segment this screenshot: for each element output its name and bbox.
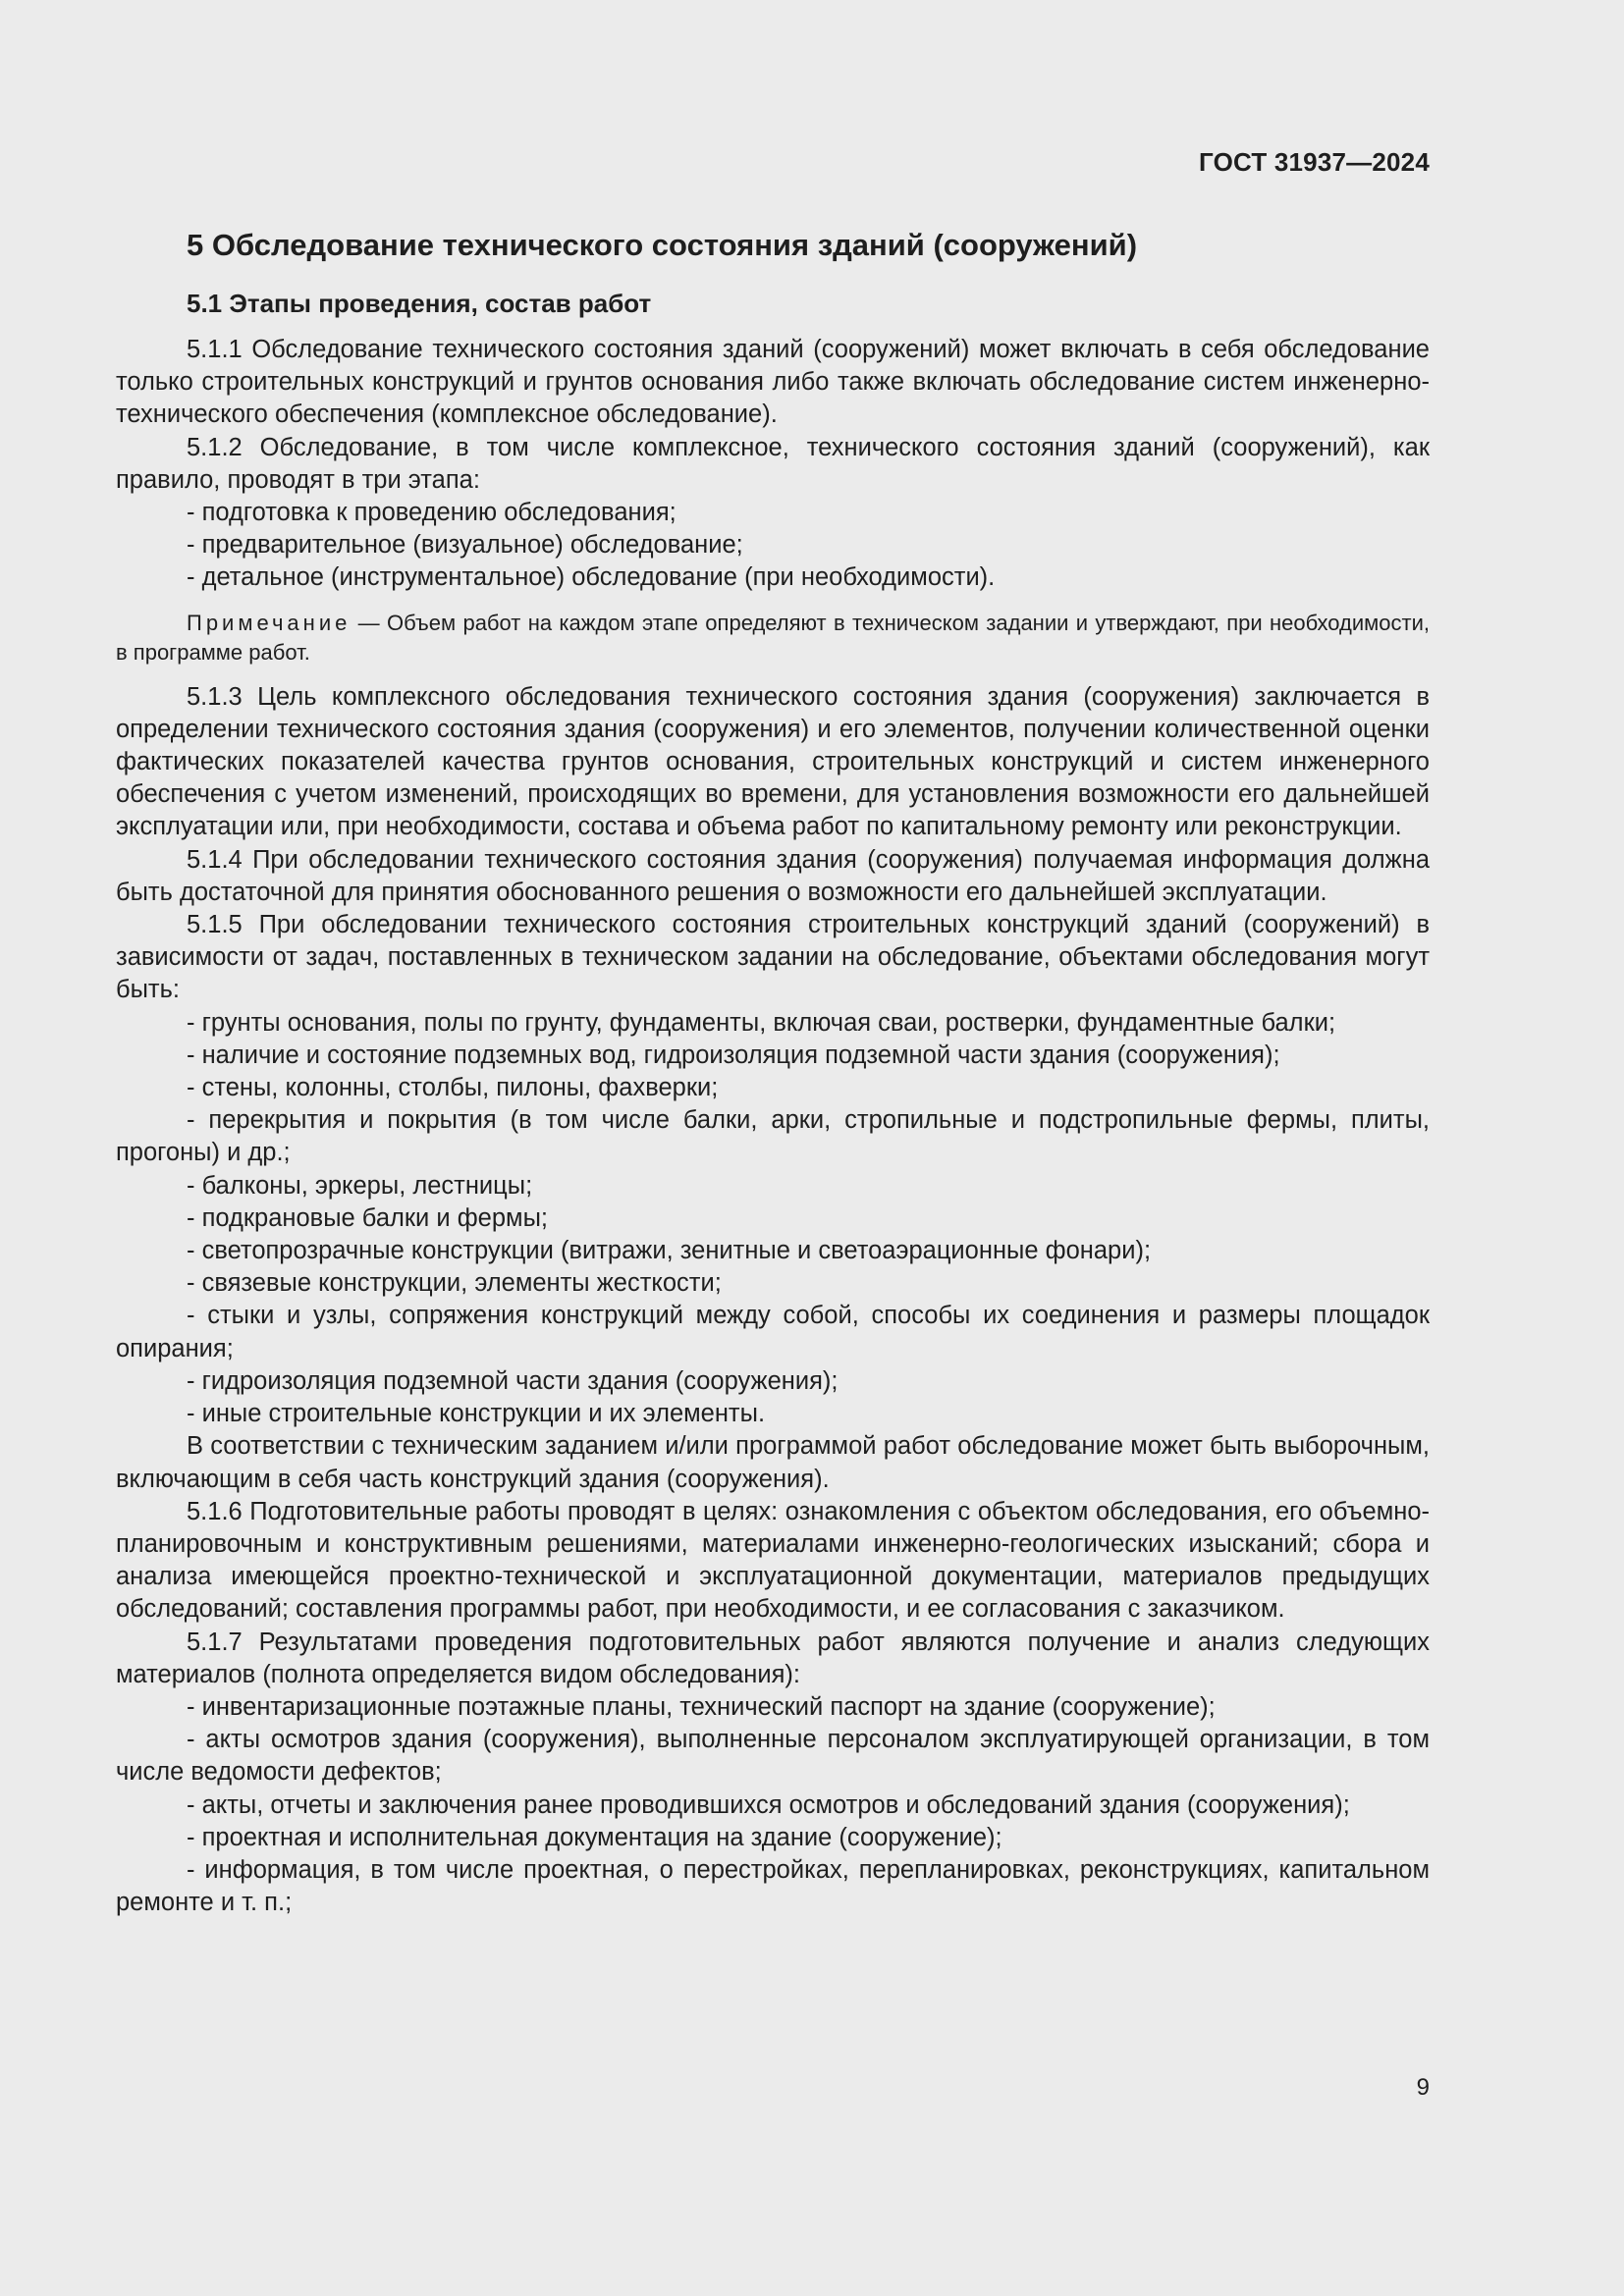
list-item: - стены, колонны, столбы, пилоны, фахверки; bbox=[187, 1074, 719, 1102]
list-item: - информация, в том числе проектная, о перестройках, перепланировках, реконструкциях, капитальном ремонте и т. п.; bbox=[116, 1855, 1430, 1917]
paragraph-5-1-2: 5.1.2 Обследование, в том числе комплексное, технического состояния зданий (сооружений), как правило, проводят в три этапа: bbox=[116, 433, 1430, 494]
paragraph-5-1-5-end: В соответствии с техническим заданием и/или программой работ обследование может быть выборочным, включающим в себя часть конструкций здания (сооружения). bbox=[116, 1432, 1430, 1493]
note-label: Примечание bbox=[187, 610, 352, 635]
list-item: - предварительное (визуальное) обследование; bbox=[187, 531, 743, 560]
list-item: - перекрытия и покрытия (в том числе балки, арки, стропильные и подстропильные фермы, плиты, прогоны) и др.; bbox=[116, 1106, 1430, 1167]
list-item: - связевые конструкции, элементы жесткости; bbox=[187, 1269, 722, 1298]
note-text: — Объем работ на каждом этапе определяют в техническом задании и утверждают, при необходимости, в программе работ. bbox=[116, 610, 1430, 665]
paragraph-5-1-5: 5.1.5 При обследовании технического состояния строительных конструкций зданий (сооружений) в зависимости от задач, поставленных в техническом задании на обследование, объектами обследования могут быть: bbox=[116, 911, 1430, 1004]
list-item: - проектная и исполнительная документация на здание (сооружение); bbox=[187, 1823, 1002, 1851]
paragraph-5-1-7: 5.1.7 Результатами проведения подготовительных работ являются получение и анализ следующих материалов (полнота определяется видом обследования): bbox=[116, 1628, 1430, 1688]
list-item: - иные строительные конструкции и их элементы. bbox=[187, 1400, 766, 1428]
list-item: - грунты основания, полы по грунту, фундаменты, включая сваи, ростверки, фундаментные балки; bbox=[187, 1008, 1336, 1037]
note bbox=[116, 609, 1430, 667]
paragraph-5-1-4: 5.1.4 При обследовании технического состояния здания (сооружения) получаемая информация должна быть достаточной для принятия обоснованного решения о возможности его дальнейшей эксплуатации. bbox=[116, 845, 1430, 906]
list-item: - акты осмотров здания (сооружения), выполненные персоналом эксплуатирующей организации, в том числе ведомости дефектов; bbox=[116, 1726, 1430, 1787]
document-header: ГОСТ 31937—2024 bbox=[1199, 147, 1430, 177]
list-item: - стыки и узлы, сопряжения конструкций между собой, способы их соединения и размеры площадок опирания; bbox=[116, 1302, 1430, 1362]
list-item: - подготовка к проведению обследования; bbox=[187, 499, 677, 527]
subsection-title: 5.1 Этапы проведения, состав работ bbox=[187, 289, 652, 318]
section-title: 5 Обследование технического состояния зданий (сооружений) bbox=[187, 228, 1138, 262]
list-item: - инвентаризационные поэтажные планы, технический паспорт на здание (сооружение); bbox=[187, 1692, 1216, 1721]
list-item: - акты, отчеты и заключения ранее проводившихся осмотров и обследований здания (сооружения); bbox=[187, 1790, 1350, 1819]
list-item: - подкрановые балки и фермы; bbox=[187, 1203, 548, 1232]
list-item: - детальное (инструментальное) обследование (при необходимости). bbox=[187, 563, 996, 592]
page-content bbox=[116, 218, 1430, 1919]
paragraph-5-1-1: 5.1.1 Обследование технического состояния зданий (сооружений) может включать в себя обследование только строительных конструкций и грунтов основания либо также включать обследование систем инженерно-технического обеспечения (комплексное обследование). bbox=[116, 336, 1430, 429]
list-item: - наличие и состояние подземных вод, гидроизоляция подземной части здания (сооружения); bbox=[187, 1041, 1280, 1069]
list-item: - гидроизоляция подземной части здания (сооружения); bbox=[187, 1366, 839, 1395]
list-item: - балконы, эркеры, лестницы; bbox=[187, 1171, 533, 1200]
list-item: - светопрозрачные конструкции (витражи, зенитные и светоаэрационные фонари); bbox=[187, 1237, 1152, 1265]
paragraph-5-1-6: 5.1.6 Подготовительные работы проводят в целях: ознакомления с объектом обследования, его объемно-планировочным и конструктивным решениями, материалами инженерно-геологических изысканий; сбора и анализа имеющейся проектно-технической и эксплуатационной документации, материалов предыдущих обследований; составления программы работ, при необходимости, и ее согласования с заказчиком. bbox=[116, 1497, 1430, 1624]
paragraph-5-1-3: 5.1.3 Цель комплексного обследования технического состояния здания (сооружения) заключается в определении технического состояния здания (сооружения) и его элементов, получении количественной оценки фактических показателей качества грунтов основания, строительных конструкций и систем инженерного обеспечения с учетом изменений, происходящих во времени, для установления возможности его дальнейшей эксплуатации или, при необходимости, состава и объема работ по капитальному ремонту или реконструкции. bbox=[116, 682, 1430, 841]
page-number: 9 bbox=[1416, 2074, 1430, 2101]
